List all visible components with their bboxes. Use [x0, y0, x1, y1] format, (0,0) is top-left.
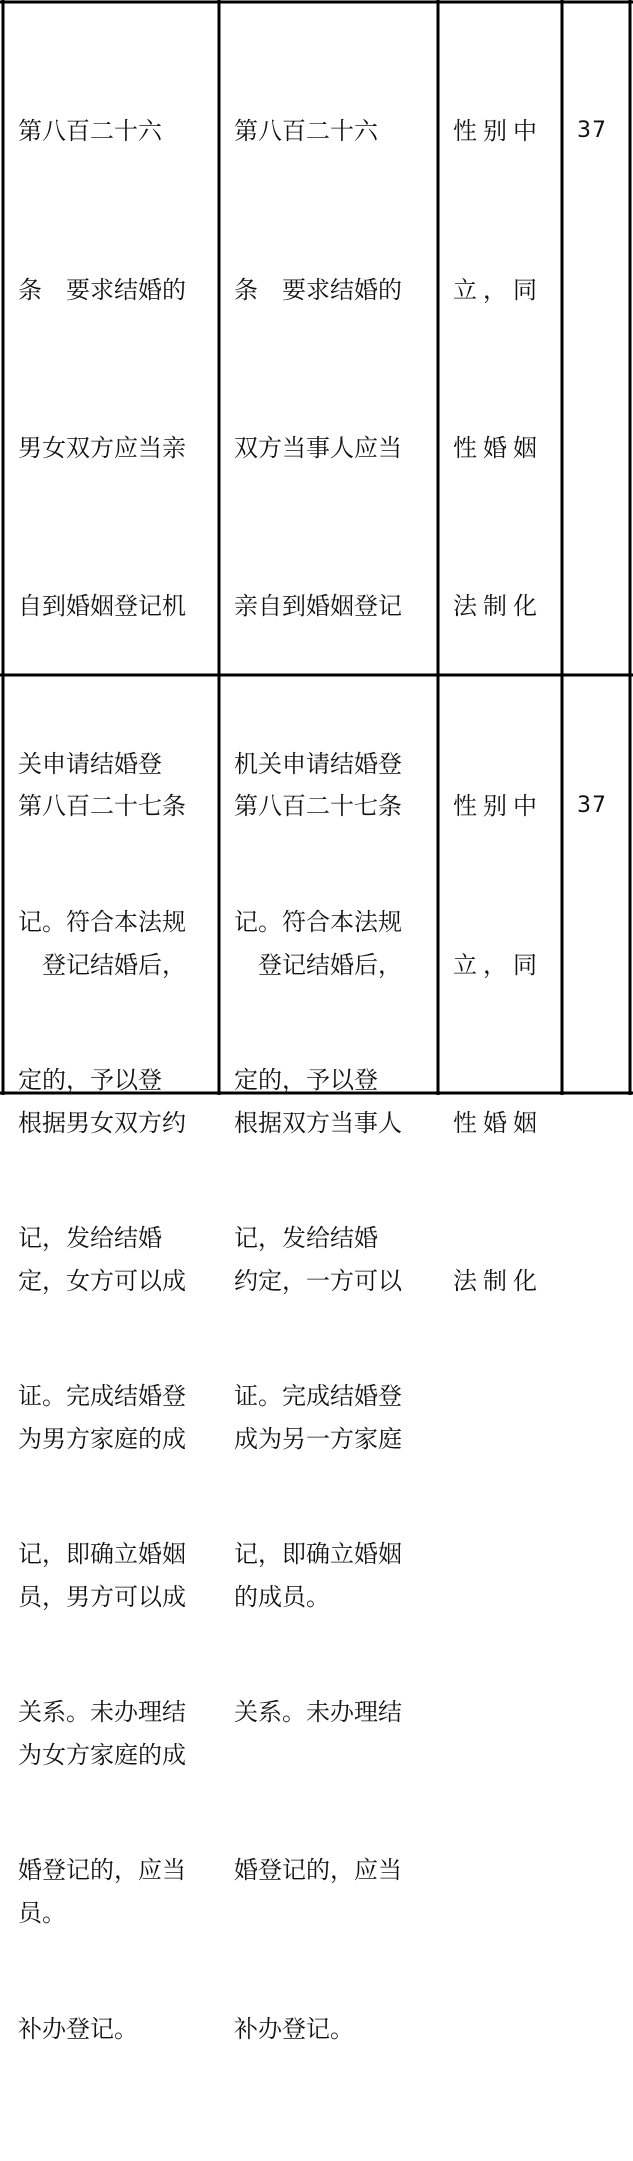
text-line: 定的，予以登 [18, 1065, 162, 1094]
text-line: 第八百二十六 [234, 117, 378, 146]
text-line: 登记结婚后， [234, 950, 402, 979]
text-line: 性别中 [453, 117, 543, 146]
text-line: 补办登记。 [234, 2014, 354, 2043]
text-line: 员，男方可以成 [18, 1582, 186, 1611]
row-2-revised-text [234, 675, 434, 1729]
row-1-page-number [577, 0, 627, 264]
text-line: 记，即确立婚姻 [234, 1540, 402, 1569]
text-line: 记，发给结婚 [234, 1224, 378, 1253]
text-line: 记，发给结婚 [18, 1224, 162, 1253]
text-line: 双方当事人应当 [234, 433, 402, 462]
text-line: 第八百二十七条 [18, 792, 186, 821]
text-line: 性别中 [453, 792, 543, 821]
row-2-original-text [18, 675, 216, 2045]
text-line: 立，同 [453, 275, 543, 304]
text-line: 登记结婚后， [18, 950, 186, 979]
text-line: 证。完成结婚登 [234, 1382, 402, 1411]
text-line: 的成员。 [234, 1582, 330, 1611]
row-1-category [453, 0, 558, 738]
text-line: 男女双方应当亲 [18, 433, 186, 462]
text-line: 约定，一方可以 [234, 1266, 402, 1295]
text-line: 性婚姻 [453, 1108, 543, 1137]
text-line: 立，同 [453, 950, 543, 979]
text-line: 第八百二十六 [18, 117, 162, 146]
text-line: 机关申请结婚登 [234, 749, 402, 778]
text-line: 成为另一方家庭 [234, 1424, 402, 1453]
text-line: 定的，予以登 [234, 1065, 378, 1094]
text-line: 法制化 [453, 591, 543, 620]
text-line: 性婚姻 [453, 433, 543, 462]
text-line: 亲自到婚姻登记 [234, 591, 402, 620]
text-line: 条 要求结婚的 [234, 275, 402, 304]
text-line: 记。符合本法规 [18, 907, 186, 936]
text-line: 婚登记的，应当 [234, 1856, 402, 1885]
text-line: 关系。未办理结 [234, 1698, 402, 1727]
text-line: 员。 [18, 1899, 66, 1928]
text-line: 关系。未办理结 [18, 1698, 186, 1727]
text-line: 根据男女双方约 [18, 1108, 186, 1137]
text-line: 关申请结婚登 [18, 749, 162, 778]
text-line: 定，女方可以成 [18, 1266, 186, 1295]
text-line: 为女方家庭的成 [18, 1740, 186, 1769]
text-line: 自到婚姻登记机 [18, 591, 186, 620]
row-2-category [453, 675, 558, 1413]
page-number: 37 [577, 118, 607, 144]
text-line: 记，即确立婚姻 [18, 1540, 186, 1569]
row-2-page-number [577, 675, 627, 939]
text-line: 法制化 [453, 1266, 543, 1295]
text-line: 第八百二十七条 [234, 792, 402, 821]
text-line: 婚登记的，应当 [18, 1856, 186, 1885]
text-line: 根据双方当事人 [234, 1108, 402, 1137]
page-number: 37 [577, 793, 607, 819]
text-line: 为男方家庭的成 [18, 1424, 186, 1453]
text-line: 记。符合本法规 [234, 907, 402, 936]
text-line: 补办登记。 [18, 2014, 138, 2043]
text-line: 证。完成结婚登 [18, 1382, 186, 1411]
text-line: 条 要求结婚的 [18, 275, 186, 304]
